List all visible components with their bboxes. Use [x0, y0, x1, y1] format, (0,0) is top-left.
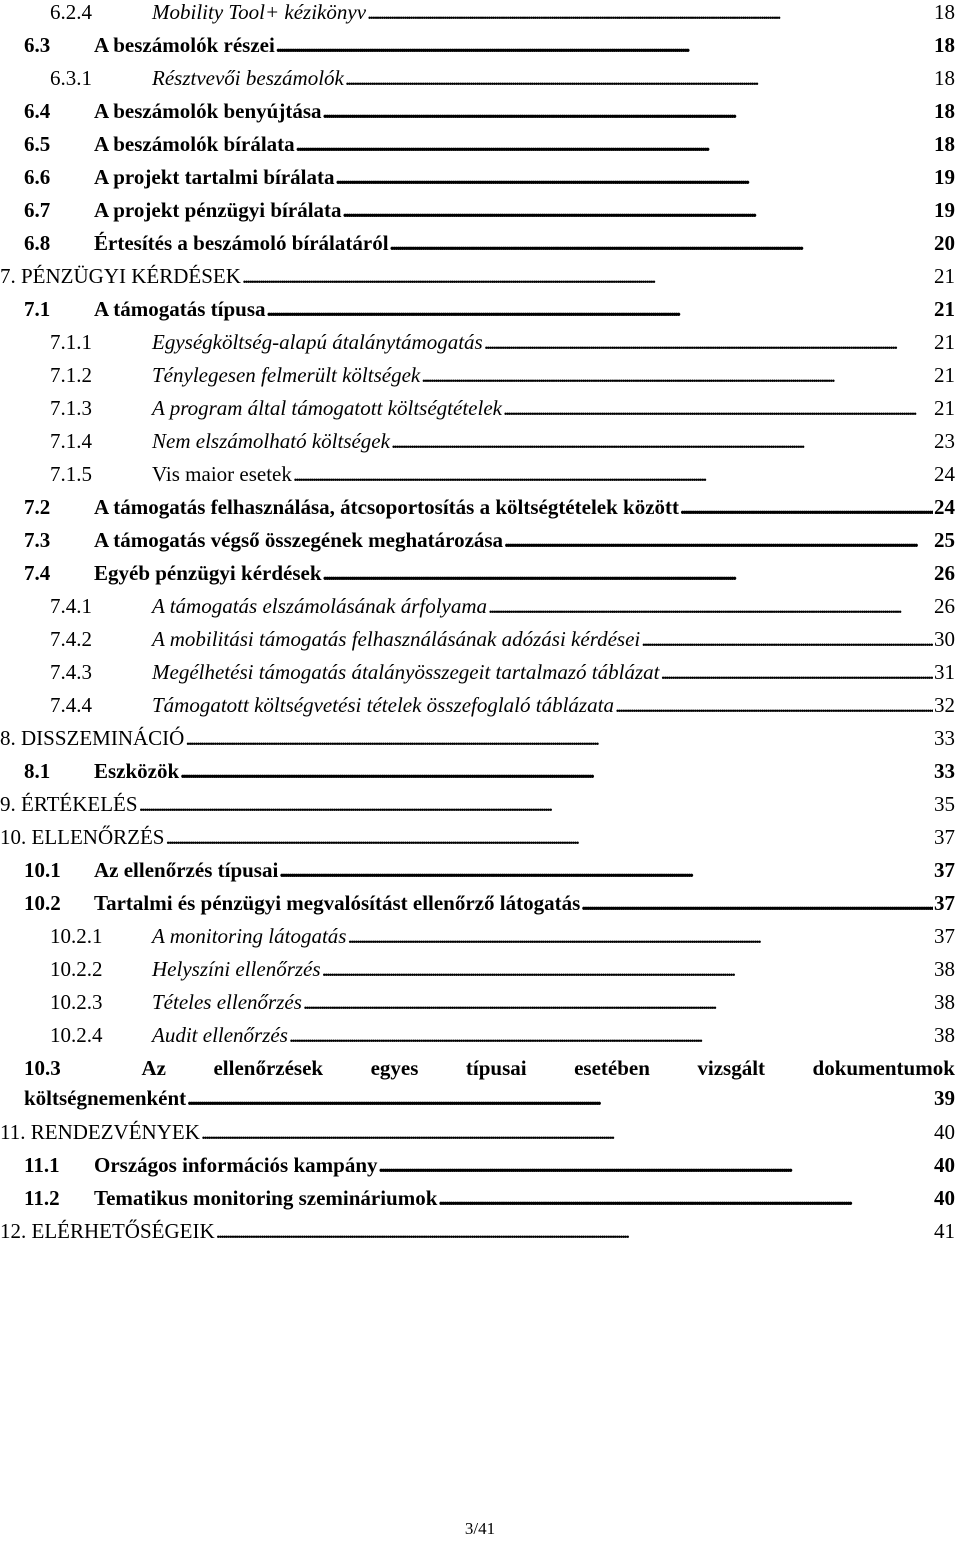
toc-number: 7.1.3: [50, 396, 92, 420]
toc-number: 9.: [0, 792, 21, 816]
toc-page-number: 38: [934, 1023, 955, 1047]
toc-entry[interactable]: [0, 459, 955, 489]
toc-page-number: 39: [934, 1086, 955, 1110]
toc-page-number: 21: [934, 330, 955, 354]
toc-entry[interactable]: [0, 690, 955, 720]
toc-page-number: 20: [934, 231, 955, 255]
toc-leader-dots: [296, 129, 933, 159]
toc-leader-dots: [367, 0, 933, 27]
toc-entry[interactable]: [0, 228, 955, 258]
toc-number: 6.4: [24, 99, 51, 123]
toc-entry[interactable]: [0, 96, 955, 126]
toc-entry[interactable]: [0, 954, 955, 984]
toc-title: Tartalmi és pénzügyi megvalósítást ellenőrző látogatás: [94, 891, 581, 915]
toc-leader-dots: [187, 1083, 933, 1113]
toc-title: A projekt tartalmi bírálata: [94, 165, 335, 189]
toc-leader-dots: [347, 921, 933, 951]
toc-title: A támogatás elszámolásának árfolyama: [152, 594, 488, 618]
toc-number: 10.2.2: [50, 957, 103, 981]
toc-title: Egységköltség-alapú átalánytámogatás: [152, 330, 483, 354]
toc-entry[interactable]: [0, 30, 955, 60]
toc-entry[interactable]: [0, 63, 955, 93]
toc-leader-dots: [343, 195, 933, 225]
toc-title: Eszközök: [94, 759, 180, 783]
toc-number: 11.1: [24, 1152, 60, 1177]
toc-leader-dots: [680, 492, 933, 522]
toc-number: 11.2: [24, 1185, 60, 1210]
toc-number: 10.2: [24, 891, 61, 915]
toc-entry[interactable]: [0, 558, 955, 588]
toc-page-number: 24: [934, 462, 955, 486]
toc-entry-line1: [0, 1053, 955, 1083]
toc-leader-dots: [267, 294, 933, 324]
toc-leader-dots: [242, 261, 933, 291]
toc-title: PÉNZÜGYI KÉRDÉSEK: [21, 264, 241, 288]
toc-title-word: esetében: [574, 1056, 650, 1080]
toc-title-word: dokumentumok: [812, 1056, 955, 1080]
toc-page-number: 21: [934, 297, 955, 321]
toc-leader-dots: [180, 756, 933, 786]
toc-title: DISSZEMINÁCIÓ: [21, 726, 185, 750]
toc-entry[interactable]: [0, 591, 955, 621]
toc-leader-dots: [421, 360, 933, 390]
toc-title: Vis maior esetek: [152, 462, 292, 486]
toc-number: 7.2: [24, 495, 51, 519]
toc-leader-dots: [345, 63, 933, 93]
toc-title-word: egyes: [370, 1056, 419, 1080]
toc-leader-dots: [504, 525, 933, 555]
toc-page-number: 40: [934, 1119, 955, 1144]
toc-title: Az ellenőrzés típusai: [94, 858, 279, 882]
toc-title-word: vizsgált: [697, 1056, 766, 1080]
toc-leader-dots: [438, 1183, 933, 1213]
toc-leader-dots: [488, 591, 933, 621]
toc-page-number: 40: [934, 1185, 955, 1210]
toc-leader-dots: [660, 657, 933, 687]
toc-entry[interactable]: [0, 1053, 955, 1113]
toc-number: 7.1.1: [50, 330, 92, 354]
toc-page-number: 23: [934, 429, 955, 453]
toc-number: 6.6: [24, 165, 51, 189]
toc-title: Országos információs kampány: [94, 1152, 378, 1177]
toc-entry[interactable]: [0, 822, 955, 852]
toc-page-number: 18: [934, 33, 955, 57]
toc-title: Egyéb pénzügyi kérdések: [94, 561, 322, 585]
toc-leader-dots: [322, 954, 933, 984]
toc-entry[interactable]: [0, 294, 955, 324]
toc-number: 10.: [0, 825, 32, 849]
toc-title-word: Az: [141, 1056, 166, 1080]
toc-number: 7.1: [24, 297, 51, 321]
toc-leader-dots: [185, 723, 933, 753]
toc-number: 11.: [0, 1119, 31, 1144]
toc-number: 7.4.3: [50, 660, 92, 684]
toc-leader-dots: [303, 987, 933, 1017]
toc-number: 12.: [0, 1218, 32, 1243]
toc-title: A beszámolók részei: [94, 33, 275, 57]
toc-entry[interactable]: [0, 723, 955, 753]
toc-title-word: típusai: [465, 1056, 527, 1080]
toc-title: Mobility Tool+ kézikönyv: [152, 0, 367, 24]
toc-number: 7.1.2: [50, 363, 92, 387]
toc-page-number: 18: [934, 99, 955, 123]
toc-page-number: 37: [934, 891, 955, 915]
toc-number: 10.2.1: [50, 924, 103, 948]
toc-title: Helyszíni ellenőrzés: [152, 957, 321, 981]
toc-page-number: 32: [934, 693, 955, 717]
toc-number: 7.: [0, 264, 21, 288]
toc-page-number: 21: [934, 396, 955, 420]
toc-leader-dots: [484, 327, 933, 357]
toc-entry[interactable]: [0, 1183, 955, 1213]
toc-entry[interactable]: [0, 261, 955, 291]
toc-leader-dots: [323, 558, 933, 588]
toc-number: 7.1.4: [50, 429, 92, 453]
toc-title: A támogatás felhasználása, átcsoportosítás a költségtételek között: [94, 495, 680, 519]
toc-entry[interactable]: [0, 525, 955, 555]
toc-page-number: 19: [934, 165, 955, 189]
toc-number: 6.2.4: [50, 0, 92, 24]
toc-leader-dots: [293, 459, 933, 489]
toc-page-number: 26: [934, 594, 955, 618]
toc-entry[interactable]: [0, 1150, 955, 1180]
toc-page-number: 38: [934, 990, 955, 1014]
toc-page-number: 18: [934, 66, 955, 90]
toc-entry[interactable]: [0, 789, 955, 819]
toc-number: 6.7: [24, 198, 51, 222]
toc-title: A beszámolók bírálata: [94, 132, 295, 156]
toc-entry[interactable]: [0, 987, 955, 1017]
toc-entry[interactable]: [0, 756, 955, 786]
toc-entry[interactable]: [0, 129, 955, 159]
toc-entry[interactable]: [0, 855, 955, 885]
toc-number: 6.8: [24, 231, 51, 255]
toc-title: A beszámolók benyújtása: [94, 99, 322, 123]
toc-entry[interactable]: [0, 0, 955, 27]
toc-page-number: 37: [934, 825, 955, 849]
toc-number: 7.1.5: [50, 462, 92, 486]
toc-entry[interactable]: [0, 327, 955, 357]
toc-leader-dots: [379, 1150, 934, 1180]
toc-title: ELÉRHETŐSÉGEIK: [31, 1218, 215, 1243]
toc-page-number: 18: [934, 0, 955, 24]
toc-page-number: 33: [934, 726, 955, 750]
toc-number: 6.3.1: [50, 66, 92, 90]
toc-title: A támogatás típusa: [94, 297, 266, 321]
toc-entry-line2: [0, 1083, 955, 1113]
toc-page-number: 40: [934, 1152, 955, 1177]
toc-leader-dots: [201, 1117, 933, 1147]
toc-title: A projekt pénzügyi bírálata: [94, 198, 342, 222]
toc-title: ÉRTÉKELÉS: [21, 792, 138, 816]
toc-number: 7.3: [24, 528, 51, 552]
toc-title: Értesítés a beszámoló bírálatáról: [94, 231, 389, 255]
toc-title: Audit ellenőrzés: [152, 1023, 288, 1047]
toc-title: Támogatott költségvetési tételek összefoglaló táblázata: [152, 693, 614, 717]
toc-entry[interactable]: [0, 162, 955, 192]
toc-title-word: ellenőrzések: [213, 1056, 324, 1080]
toc-page-number: 35: [934, 792, 955, 816]
toc-number: 7.4.2: [50, 627, 92, 651]
toc-entry[interactable]: [0, 195, 955, 225]
toc-leader-dots: [216, 1216, 933, 1246]
toc-leader-dots: [165, 822, 933, 852]
toc-leader-dots: [336, 162, 934, 192]
page-number: 3/41: [464, 1519, 496, 1538]
toc-title: Megélhetési támogatás átalányösszegeit tartalmazó táblázat: [152, 660, 660, 684]
toc-leader-dots: [391, 426, 933, 456]
toc-entry[interactable]: [0, 1216, 955, 1246]
toc-entry[interactable]: [0, 888, 955, 918]
toc-leader-dots: [503, 393, 933, 423]
toc-page-number: 38: [934, 957, 955, 981]
toc-number: 10.2.4: [50, 1023, 103, 1047]
toc-number: 6.5: [24, 132, 51, 156]
toc-page-number: 33: [934, 759, 955, 783]
toc-title: Tételes ellenőrzés: [152, 990, 302, 1014]
toc-number: 7.4.1: [50, 594, 92, 618]
toc-title: Nem elszámolható költségek: [152, 429, 390, 453]
toc-number: 10.3: [24, 1056, 61, 1080]
toc-number: 7.4.4: [50, 693, 92, 717]
toc-title: RENDEZVÉNYEK: [30, 1119, 200, 1144]
toc-title: Résztvevői beszámolók: [152, 66, 344, 90]
toc-number: 8.: [0, 726, 21, 750]
toc-leader-dots: [279, 855, 933, 885]
toc-leader-dots: [641, 624, 933, 654]
toc-leader-dots: [139, 789, 933, 819]
toc-number: 8.1: [24, 759, 51, 783]
toc-entry[interactable]: [0, 1020, 955, 1050]
toc-page-number: 26: [934, 561, 955, 585]
toc-title: A támogatás végső összegének meghatározása: [94, 528, 504, 552]
toc-page-number: 24: [934, 495, 955, 519]
toc-entry[interactable]: [0, 1117, 955, 1147]
toc-number: 6.3: [24, 33, 51, 57]
toc-title: A program által támogatott költségtételek: [152, 396, 502, 420]
toc-leader-dots: [276, 30, 933, 60]
toc-leader-dots: [390, 228, 933, 258]
toc-page-number: 19: [934, 198, 955, 222]
toc-entry[interactable]: [0, 492, 955, 522]
toc-title: Ténylegesen felmerült költségek: [152, 363, 421, 387]
toc-entry[interactable]: [0, 393, 955, 423]
toc-page-number: 25: [934, 528, 955, 552]
toc-leader-dots: [581, 888, 933, 918]
toc-entry[interactable]: [0, 657, 955, 687]
toc-entry[interactable]: [0, 426, 955, 456]
toc-title: költségnemenként: [24, 1086, 187, 1110]
toc-title: A monitoring látogatás: [152, 924, 347, 948]
toc-page-number: 30: [934, 627, 955, 651]
toc-page-number: 31: [934, 660, 955, 684]
toc-page-number: 21: [934, 264, 955, 288]
toc-title: Tematikus monitoring szemináriumok: [94, 1185, 438, 1210]
toc-title: A mobilitási támogatás felhasználásának adózási kérdései: [152, 627, 641, 651]
toc-leader-dots: [323, 96, 933, 126]
toc-number: 7.4: [24, 561, 51, 585]
toc-number: 10.1: [24, 858, 61, 882]
toc-page-number: 37: [934, 924, 955, 948]
toc-page-number: 21: [934, 363, 955, 387]
toc-page-number: 37: [934, 858, 955, 882]
toc-number: 10.2.3: [50, 990, 103, 1014]
toc-page-number: 18: [934, 132, 955, 156]
toc-entry[interactable]: [0, 624, 955, 654]
toc-entry[interactable]: [0, 360, 955, 390]
toc-page-number: 41: [934, 1218, 955, 1243]
toc-leader-dots: [615, 690, 933, 720]
toc-title: ELLENŐRZÉS: [31, 825, 165, 849]
toc-leader-dots: [289, 1020, 933, 1050]
toc-entry[interactable]: [0, 921, 955, 951]
